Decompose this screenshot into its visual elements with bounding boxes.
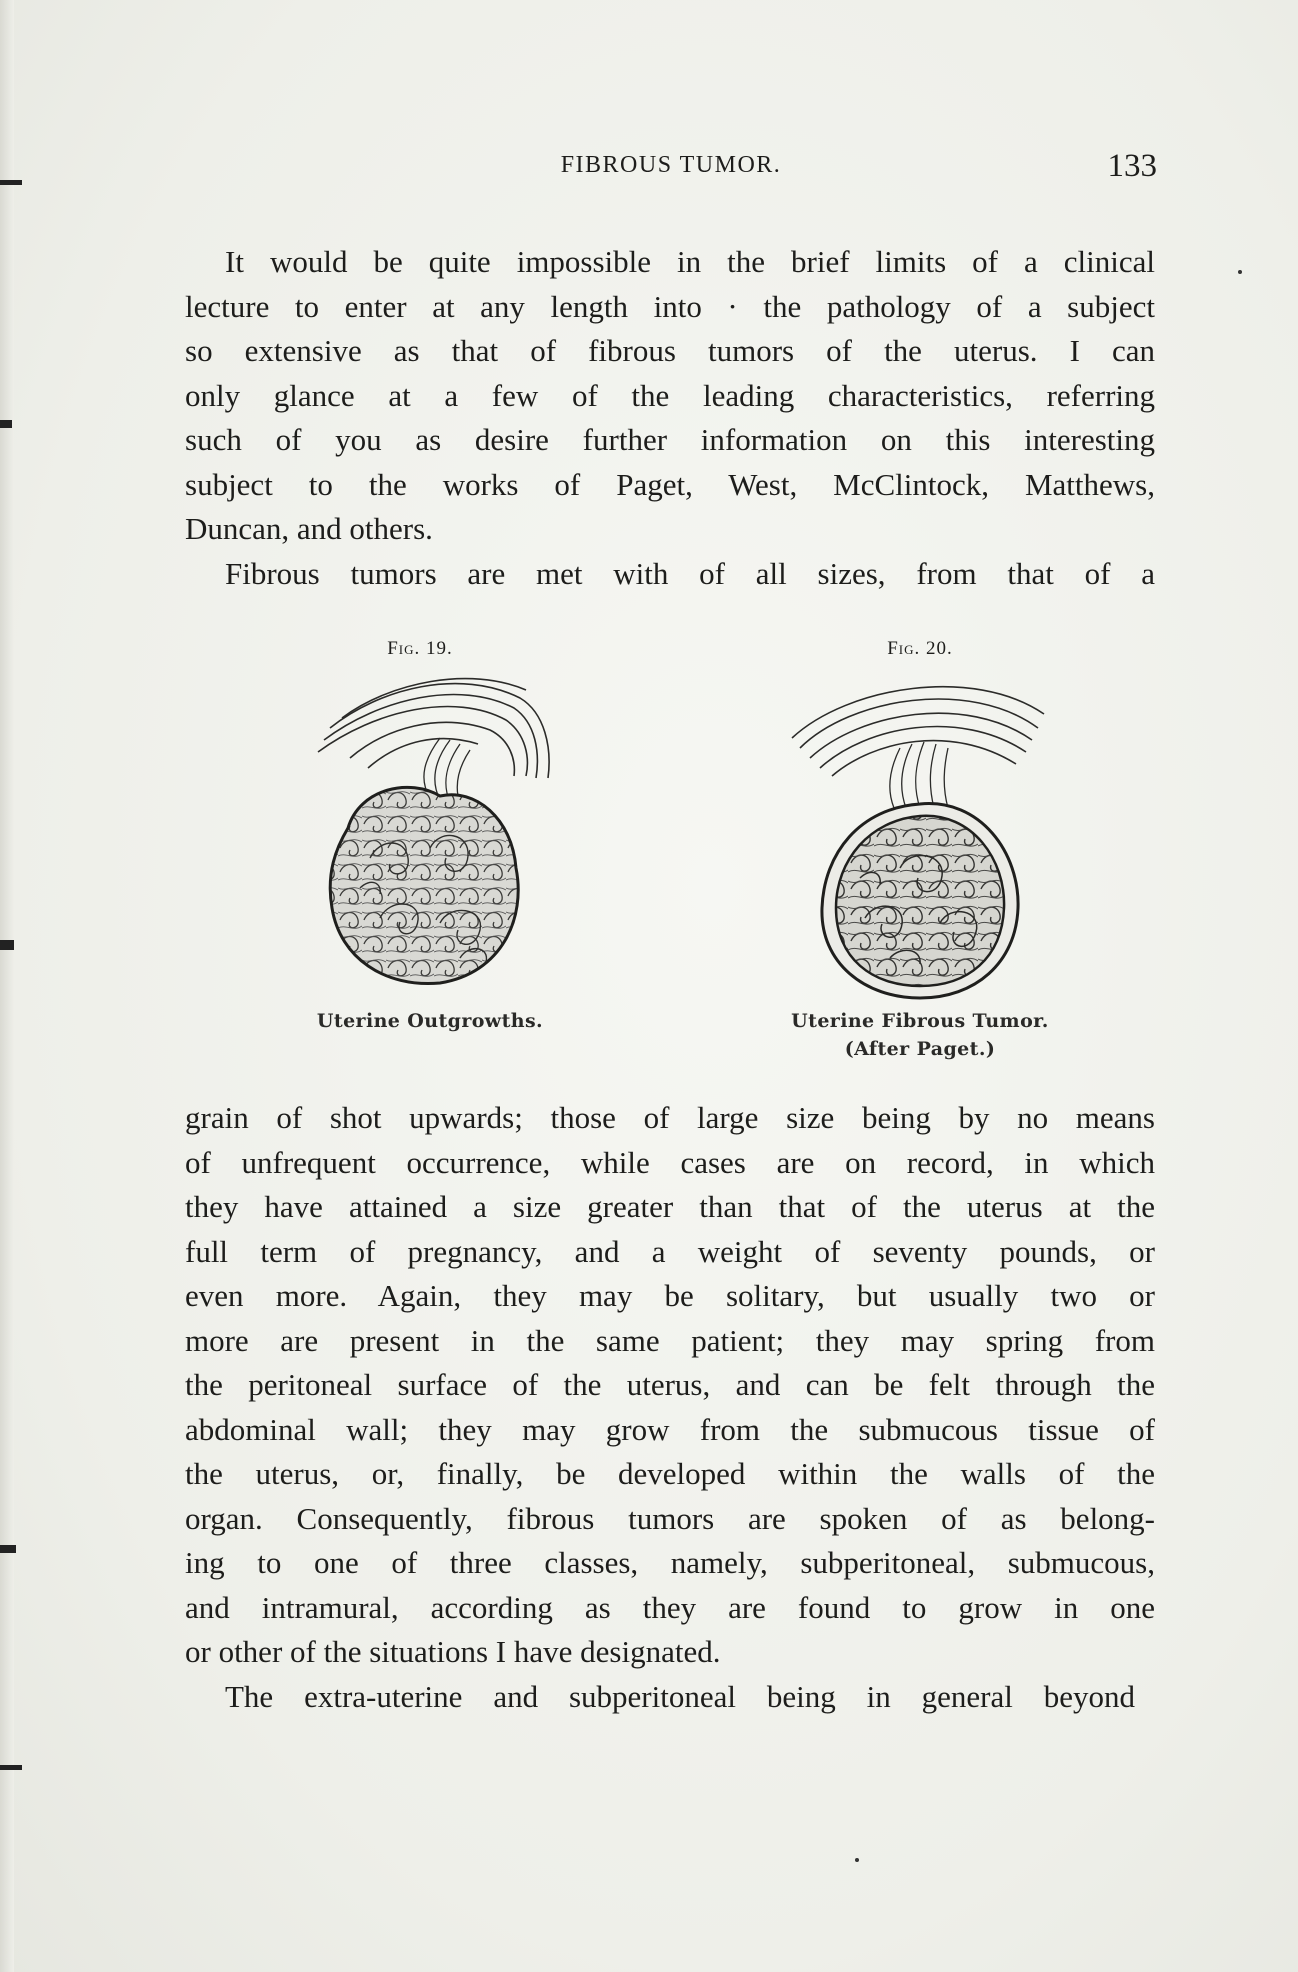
running-head-title: FIBROUS TUMOR. [560, 152, 782, 178]
text-line: subject to the works of Paget, West, McClintock, Matthews, [185, 466, 1155, 502]
figure-20-caption: Uterine Fibrous Tumor. [791, 1010, 1049, 1032]
text-line: only glance at a few of the leading characteristics, referring [185, 377, 1155, 413]
speck [855, 1858, 859, 1862]
text-line: so extensive as that of fibrous tumors of the uterus. I can [185, 333, 1155, 368]
figure-19-number: Fig. 19. [387, 638, 453, 659]
text-line: It would be quite impossible in the brief limits of a clinical [225, 244, 1155, 279]
edge-mark [0, 1765, 22, 1770]
edge-mark [0, 940, 14, 950]
uterine-fibrous-tumor-illustration [770, 668, 1070, 1008]
text-line: the uterus, or, finally, be developed within the walls of the [185, 1456, 1155, 1491]
figure-20 [770, 630, 1070, 1070]
edge-mark [0, 420, 12, 428]
figure-20-number: Fig. 20. [887, 638, 953, 659]
text-line: more are present in the same patient; they may spring from [185, 1322, 1155, 1358]
text-line: grain of shot upwards; those of large size being by no means [185, 1100, 1155, 1135]
text-line: abdominal wall; they may grow from the submucous tissue of [185, 1411, 1155, 1447]
text-line: and intramural, according as they are found to grow in one [185, 1589, 1155, 1625]
text-line: even more. Again, they may be solitary, but usually two or [185, 1278, 1155, 1313]
text-line: Duncan, and others. [185, 511, 433, 546]
figure-19 [290, 630, 570, 1050]
text-line: they have attained a size greater than that of the uterus at the [185, 1189, 1155, 1224]
edge-mark [0, 180, 22, 185]
paragraph-1 [185, 240, 1155, 596]
text-line: Fibrous tumors are met with of all sizes, from that of a [225, 555, 1155, 591]
text-line: ing to one of three classes, namely, subperitoneal, submucous, [185, 1545, 1155, 1580]
figure-19-caption: Uterine Outgrowths. [316, 1010, 544, 1032]
text-line: organ. Consequently, fibrous tumors are spoken of as belong- [185, 1500, 1155, 1536]
text-line: The extra-uterine and subperitoneal being in general beyond [225, 1678, 1135, 1714]
text-line: or other of the situations I have designated. [185, 1634, 721, 1669]
page-number: 133 [1107, 148, 1157, 184]
uterine-outgrowths-illustration [290, 668, 570, 1008]
speck [1238, 270, 1242, 274]
text-line: full term of pregnancy, and a weight of seventy pounds, or [185, 1233, 1155, 1269]
text-line: such of you as desire further information on this interesting [185, 422, 1155, 457]
edge-mark [0, 1545, 16, 1553]
figure-20-caption-source: (After Paget.) [844, 1038, 996, 1060]
binding-edge [0, 0, 14, 1972]
paragraph-2 [185, 1096, 1155, 1719]
text-line: of unfrequent occurrence, while cases are on record, in which [185, 1144, 1155, 1180]
text-line: the peritoneal surface of the uterus, and can be felt through the [185, 1367, 1155, 1402]
running-head [185, 148, 1157, 188]
text-line: lecture to enter at any length into · the pathology of a subject [185, 288, 1155, 324]
